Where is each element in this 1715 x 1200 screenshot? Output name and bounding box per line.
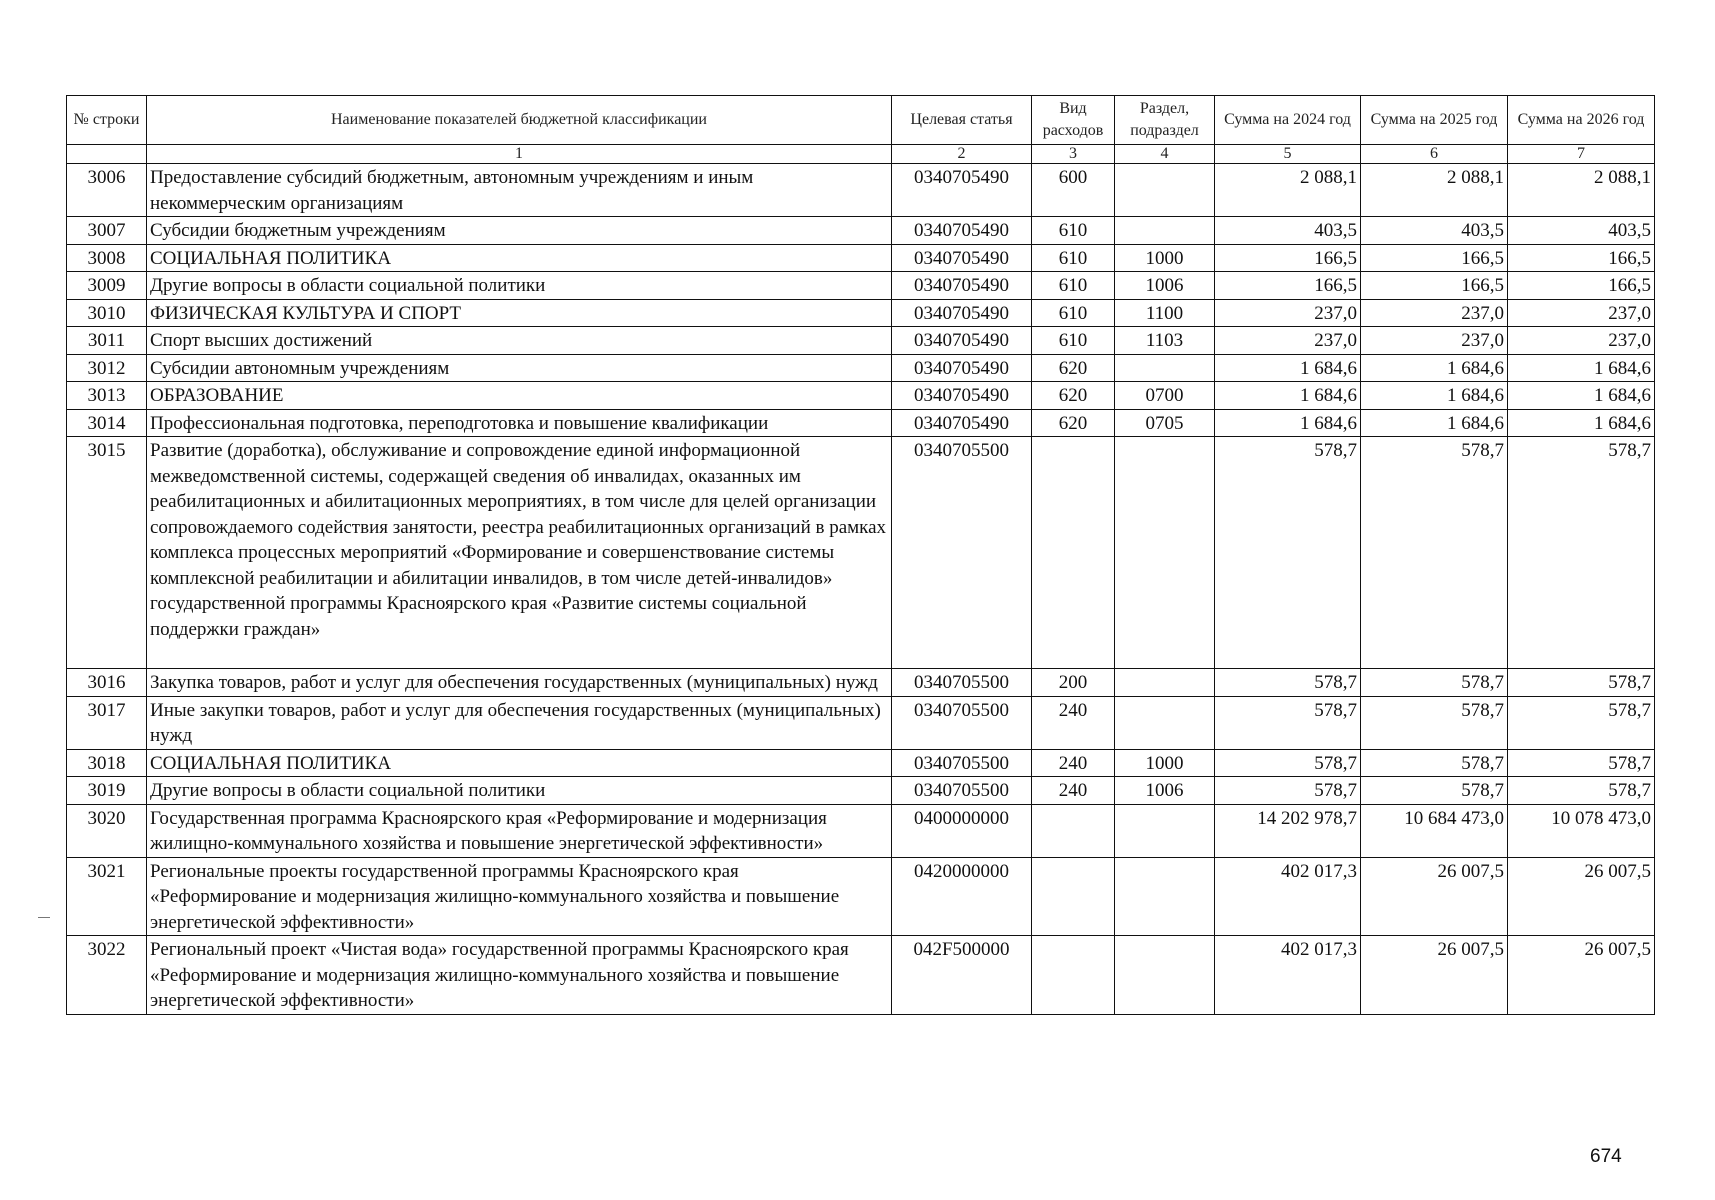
row-sum-2025-cell: 26 007,5 [1361,936,1508,1015]
row-sum-2026-cell: 578,7 [1508,437,1655,669]
row-section-cell [1115,164,1215,217]
row-section-cell [1115,354,1215,382]
row-section-cell: 1006 [1115,777,1215,805]
row-target-article-cell: 0340705490 [892,217,1032,245]
row-section-cell [1115,804,1215,857]
row-name-cell: Предоставление субсидий бюджетным, автономным учреждениям и иным некоммерческим организациям [147,164,892,217]
row-expense-type-cell: 610 [1032,272,1115,300]
row-section-cell [1115,857,1215,936]
row-expense-type-cell: 600 [1032,164,1115,217]
row-name-cell: Региональный проект «Чистая вода» государственной программы Красноярского края «Реформирование и модернизация жилищно-коммунального хозяйства и повышение энергетической эффективности» [147,936,892,1015]
row-name-cell: Развитие (доработка), обслуживание и сопровождение единой информационной межведомственной системы, содержащей сведения об инвалидах, оказанных им реабилитационных и абилитационных мероприятиях, в том числе для целей организации сопровождаемого содействия занятости, реестра реабилитационных организаций в рамках комплекса процессных мероприятий «Формирование и совершенствование системы комплексной реабилитации и абилитации инвалидов, в том числе детей-инвалидов» государственной программы Красноярского края «Развитие системы социальной поддержки граждан» [147,437,892,669]
row-sum-2024-cell: 578,7 [1215,669,1361,697]
header-sum-2026: Сумма на 2026 год [1508,96,1655,145]
row-sum-2026-cell: 578,7 [1508,777,1655,805]
row-sum-2026-cell: 26 007,5 [1508,857,1655,936]
row-name-cell: Спорт высших достижений [147,327,892,355]
row-sum-2026-cell: 10 078 473,0 [1508,804,1655,857]
column-number: 4 [1115,145,1215,164]
row-sum-2024-cell: 166,5 [1215,244,1361,272]
row-sum-2026-cell: 1 684,6 [1508,409,1655,437]
row-sum-2026-cell: 1 684,6 [1508,382,1655,410]
row-target-article-cell: 0340705500 [892,437,1032,669]
row-number-cell: 3015 [67,437,147,669]
row-sum-2025-cell: 403,5 [1361,217,1508,245]
row-target-article-cell: 0340705500 [892,749,1032,777]
row-target-article-cell: 0340705490 [892,354,1032,382]
row-target-article-cell: 0340705490 [892,164,1032,217]
table-row [67,409,1655,437]
row-target-article-cell: 0340705490 [892,244,1032,272]
budget-table [66,95,1655,1015]
table-row [67,327,1655,355]
row-sum-2026-cell: 578,7 [1508,749,1655,777]
row-name-cell: Субсидии автономным учреждениям [147,354,892,382]
table-row [67,749,1655,777]
row-sum-2026-cell: 578,7 [1508,696,1655,749]
row-section-cell: 0700 [1115,382,1215,410]
row-sum-2024-cell: 578,7 [1215,777,1361,805]
table-row [67,777,1655,805]
row-expense-type-cell: 620 [1032,382,1115,410]
row-expense-type-cell [1032,857,1115,936]
row-name-cell: Другие вопросы в области социальной политики [147,272,892,300]
row-number-cell: 3011 [67,327,147,355]
row-number-cell: 3022 [67,936,147,1015]
row-sum-2025-cell: 2 088,1 [1361,164,1508,217]
table-row [67,936,1655,1015]
row-name-cell: Субсидии бюджетным учреждениям [147,217,892,245]
row-sum-2025-cell: 166,5 [1361,244,1508,272]
row-target-article-cell: 0340705490 [892,299,1032,327]
table-row [67,164,1655,217]
row-name-cell: Иные закупки товаров, работ и услуг для обеспечения государственных (муниципальных) нужд [147,696,892,749]
row-sum-2024-cell: 237,0 [1215,299,1361,327]
row-expense-type-cell: 620 [1032,354,1115,382]
row-section-cell: 1100 [1115,299,1215,327]
row-sum-2026-cell: 26 007,5 [1508,936,1655,1015]
column-number: 5 [1215,145,1361,164]
row-target-article-cell: 0340705500 [892,696,1032,749]
row-sum-2025-cell: 578,7 [1361,777,1508,805]
row-expense-type-cell: 610 [1032,327,1115,355]
row-expense-type-cell: 240 [1032,777,1115,805]
row-section-cell [1115,936,1215,1015]
row-sum-2026-cell: 403,5 [1508,217,1655,245]
row-section-cell: 1000 [1115,244,1215,272]
row-sum-2024-cell: 166,5 [1215,272,1361,300]
row-target-article-cell: 0340705490 [892,272,1032,300]
row-target-article-cell: 0400000000 [892,804,1032,857]
row-sum-2025-cell: 26 007,5 [1361,857,1508,936]
row-sum-2025-cell: 1 684,6 [1361,409,1508,437]
row-section-cell: 1103 [1115,327,1215,355]
row-sum-2024-cell: 578,7 [1215,437,1361,669]
row-sum-2024-cell: 1 684,6 [1215,354,1361,382]
row-sum-2024-cell: 578,7 [1215,749,1361,777]
header-row [67,96,1655,145]
row-sum-2026-cell: 1 684,6 [1508,354,1655,382]
row-name-cell: ОБРАЗОВАНИЕ [147,382,892,410]
row-sum-2025-cell: 578,7 [1361,669,1508,697]
row-sum-2025-cell: 1 684,6 [1361,354,1508,382]
row-sum-2025-cell: 10 684 473,0 [1361,804,1508,857]
row-sum-2025-cell: 237,0 [1361,299,1508,327]
table-row [67,437,1655,669]
row-expense-type-cell [1032,437,1115,669]
table-row [67,244,1655,272]
row-number-cell: 3010 [67,299,147,327]
row-name-cell: Государственная программа Красноярского края «Реформирование и модернизация жилищно-коммунального хозяйства и повышение энергетической эффективности» [147,804,892,857]
row-expense-type-cell: 620 [1032,409,1115,437]
row-target-article-cell: 0340705490 [892,409,1032,437]
table-row [67,354,1655,382]
row-section-cell [1115,696,1215,749]
row-target-article-cell: 0420000000 [892,857,1032,936]
row-expense-type-cell: 610 [1032,299,1115,327]
header-sum-2025: Сумма на 2025 год [1361,96,1508,145]
budget-sheet [66,95,1654,1015]
column-number: 2 [892,145,1032,164]
row-section-cell: 1000 [1115,749,1215,777]
table-row [67,669,1655,697]
row-sum-2024-cell: 2 088,1 [1215,164,1361,217]
row-sum-2026-cell: 166,5 [1508,244,1655,272]
column-number-row [67,145,1655,164]
row-expense-type-cell [1032,936,1115,1015]
row-sum-2024-cell: 403,5 [1215,217,1361,245]
column-number: 1 [147,145,892,164]
row-sum-2025-cell: 578,7 [1361,696,1508,749]
header-target-article: Целевая статья [892,96,1032,145]
row-number-cell: 3018 [67,749,147,777]
column-number: 7 [1508,145,1655,164]
row-sum-2025-cell: 578,7 [1361,749,1508,777]
row-target-article-cell: 0340705490 [892,327,1032,355]
page-number: 674 [1590,1146,1622,1167]
header-sum-2024: Сумма на 2024 год [1215,96,1361,145]
header-section: Раздел, подраздел [1115,96,1215,145]
row-name-cell: ФИЗИЧЕСКАЯ КУЛЬТУРА И СПОРТ [147,299,892,327]
row-number-cell: 3016 [67,669,147,697]
row-section-cell [1115,437,1215,669]
row-number-cell: 3008 [67,244,147,272]
row-section-cell: 0705 [1115,409,1215,437]
row-sum-2025-cell: 1 684,6 [1361,382,1508,410]
row-number-cell: 3019 [67,777,147,805]
row-sum-2024-cell: 402 017,3 [1215,936,1361,1015]
row-name-cell: Закупка товаров, работ и услуг для обеспечения государственных (муниципальных) нужд [147,669,892,697]
row-name-cell: СОЦИАЛЬНАЯ ПОЛИТИКА [147,244,892,272]
row-number-cell: 3017 [67,696,147,749]
row-expense-type-cell: 610 [1032,244,1115,272]
header-row-number: № строки [67,96,147,145]
row-sum-2026-cell: 578,7 [1508,669,1655,697]
header-name: Наименование показателей бюджетной классификации [147,96,892,145]
row-number-cell: 3021 [67,857,147,936]
row-name-cell: Другие вопросы в области социальной политики [147,777,892,805]
row-section-cell: 1006 [1115,272,1215,300]
row-expense-type-cell: 240 [1032,749,1115,777]
row-number-cell: 3009 [67,272,147,300]
column-number [67,145,147,164]
table-body [67,164,1655,1015]
row-sum-2024-cell: 237,0 [1215,327,1361,355]
row-expense-type-cell: 200 [1032,669,1115,697]
header-expense-type: Вид расходов [1032,96,1115,145]
row-number-cell: 3007 [67,217,147,245]
row-expense-type-cell [1032,804,1115,857]
row-name-cell: Профессиональная подготовка, переподготовка и повышение квалификации [147,409,892,437]
row-sum-2024-cell: 578,7 [1215,696,1361,749]
row-name-cell: СОЦИАЛЬНАЯ ПОЛИТИКА [147,749,892,777]
row-target-article-cell: 0340705500 [892,777,1032,805]
table-row [67,804,1655,857]
row-expense-type-cell: 240 [1032,696,1115,749]
row-sum-2024-cell: 14 202 978,7 [1215,804,1361,857]
row-number-cell: 3012 [67,354,147,382]
row-sum-2025-cell: 166,5 [1361,272,1508,300]
row-section-cell [1115,669,1215,697]
table-row [67,217,1655,245]
row-number-cell: 3006 [67,164,147,217]
row-number-cell: 3014 [67,409,147,437]
row-name-cell: Региональные проекты государственной программы Красноярского края «Реформирование и модернизация жилищно-коммунального хозяйства и повышение энергетической эффективности» [147,857,892,936]
row-number-cell: 3020 [67,804,147,857]
column-number: 6 [1361,145,1508,164]
row-target-article-cell: 042F500000 [892,936,1032,1015]
row-sum-2026-cell: 237,0 [1508,327,1655,355]
row-number-cell: 3013 [67,382,147,410]
table-row [67,696,1655,749]
row-sum-2024-cell: 1 684,6 [1215,382,1361,410]
row-sum-2026-cell: 2 088,1 [1508,164,1655,217]
row-sum-2026-cell: 237,0 [1508,299,1655,327]
table-row [67,857,1655,936]
row-sum-2025-cell: 578,7 [1361,437,1508,669]
table-row [67,272,1655,300]
row-target-article-cell: 0340705500 [892,669,1032,697]
table-row [67,382,1655,410]
margin-mark [38,917,50,918]
row-sum-2026-cell: 166,5 [1508,272,1655,300]
column-number: 3 [1032,145,1115,164]
row-target-article-cell: 0340705490 [892,382,1032,410]
row-sum-2024-cell: 1 684,6 [1215,409,1361,437]
row-section-cell [1115,217,1215,245]
row-expense-type-cell: 610 [1032,217,1115,245]
table-row [67,299,1655,327]
row-sum-2024-cell: 402 017,3 [1215,857,1361,936]
row-sum-2025-cell: 237,0 [1361,327,1508,355]
